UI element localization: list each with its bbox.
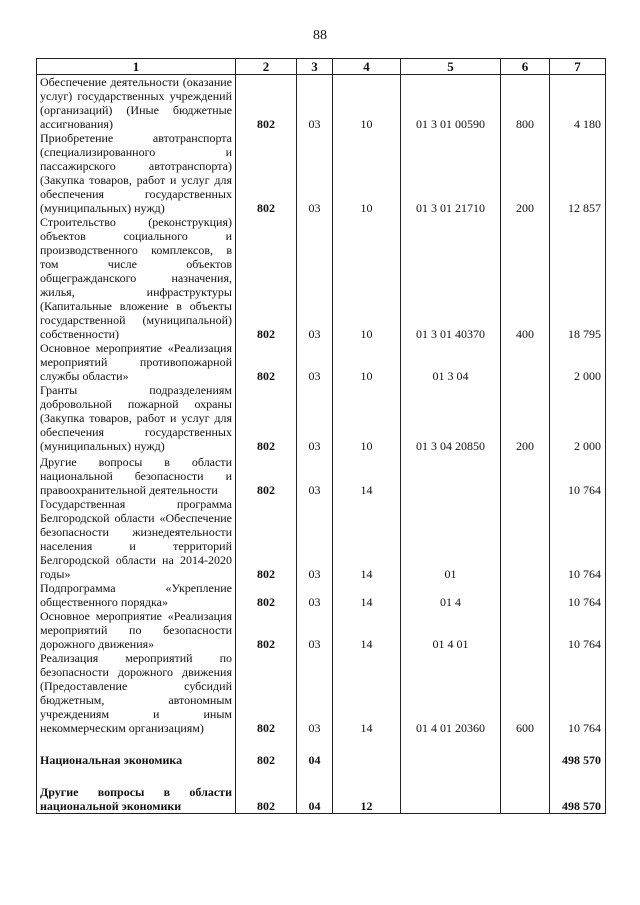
row-name: Национальная экономика (37, 753, 236, 767)
row-section: 03 (297, 609, 333, 651)
row-amount: 10 764 (550, 609, 606, 651)
row-expense-type (501, 609, 550, 651)
row-ministry-code: 802 (236, 753, 297, 767)
row-target-article: 01 (401, 497, 501, 581)
row-subsection: 14 (333, 455, 401, 497)
table-row (37, 383, 606, 453)
row-section: 03 (297, 341, 333, 383)
table-row (37, 215, 606, 341)
row-name: Основное мероприятие «Реализация мероприятий противопожарной службы области» (37, 341, 236, 383)
row-subsection: 14 (333, 609, 401, 651)
row-subsection: 10 (333, 383, 401, 453)
header-col-2: 2 (236, 59, 297, 75)
row-subsection: 12 (333, 785, 401, 814)
table-row (37, 75, 606, 132)
row-name: Гранты подразделениям добровольной пожарной охраны (Закупка товаров, работ и услуг для обеспечения государственных (муниципальных) нужд) (37, 383, 236, 453)
page-number: 88 (313, 28, 327, 43)
table-row (37, 609, 606, 651)
table-row (37, 341, 606, 383)
row-target-article: 01 3 01 40370 (401, 215, 501, 341)
row-target-article: 01 3 04 (401, 341, 501, 383)
table-row (37, 581, 606, 609)
row-name: Приобретение автотранспорта (специализированного и пассажирского автотранспорта) (Закупка товаров, работ и услуг для обеспечения государственных (муниципальных) нужд) (37, 131, 236, 215)
row-amount: 18 795 (550, 215, 606, 341)
row-ministry-code: 802 (236, 341, 297, 383)
row-amount: 10 764 (550, 581, 606, 609)
row-ministry-code: 802 (236, 75, 297, 132)
row-name: Обеспечение деятельности (оказание услуг) государственных учреждений (организаций) (Иные бюджетные ассигнования) (37, 75, 236, 132)
row-subsection: 14 (333, 581, 401, 609)
row-amount: 10 764 (550, 455, 606, 497)
row-expense-type: 600 (501, 651, 550, 735)
row-expense-type (501, 785, 550, 814)
row-name: Реализация мероприятий по безопасности дорожного движения (Предоставление субсидий бюджетным, автономным учреждениям и иным некоммерческим организациям) (37, 651, 236, 735)
row-section: 03 (297, 455, 333, 497)
row-expense-type (501, 455, 550, 497)
header-col-1: 1 (37, 59, 236, 75)
row-target-article (401, 753, 501, 767)
spacer-cell (333, 735, 401, 753)
table-row (37, 131, 606, 215)
row-name: Другие вопросы в области национальной экономики (37, 785, 236, 814)
row-name: Государственная программа Белгородской области «Обеспечение безопасности жизнедеятельности населения и территорий Белгородской области на 2014-2020 годы» (37, 497, 236, 581)
row-section: 04 (297, 753, 333, 767)
row-target-article (401, 455, 501, 497)
row-amount: 12 857 (550, 131, 606, 215)
spacer-cell (236, 735, 297, 753)
row-spacer (37, 767, 606, 785)
table-row (37, 753, 606, 767)
row-name: Другие вопросы в области национальной безопасности и правоохранительной деятельности (37, 455, 236, 497)
row-subsection: 10 (333, 75, 401, 132)
row-section: 03 (297, 383, 333, 453)
row-expense-type (501, 753, 550, 767)
row-subsection: 10 (333, 131, 401, 215)
row-ministry-code: 802 (236, 651, 297, 735)
row-subsection: 10 (333, 341, 401, 383)
row-ministry-code: 802 (236, 785, 297, 814)
row-ministry-code: 802 (236, 497, 297, 581)
row-target-article (401, 785, 501, 814)
spacer-cell (401, 735, 501, 753)
row-expense-type: 800 (501, 75, 550, 132)
row-amount: 498 570 (550, 785, 606, 814)
spacer-cell (37, 735, 236, 753)
row-section: 03 (297, 581, 333, 609)
row-amount: 10 764 (550, 651, 606, 735)
header-col-3: 3 (297, 59, 333, 75)
row-amount: 10 764 (550, 497, 606, 581)
header-col-4: 4 (333, 59, 401, 75)
row-expense-type (501, 581, 550, 609)
row-expense-type: 400 (501, 215, 550, 341)
spacer-cell (550, 735, 606, 753)
row-amount: 2 000 (550, 383, 606, 453)
row-name: Подпрограмма «Укрепление общественного порядка» (37, 581, 236, 609)
row-amount: 4 180 (550, 75, 606, 132)
row-ministry-code: 802 (236, 383, 297, 453)
row-name: Основное мероприятие «Реализация мероприятий по безопасности дорожного движения» (37, 609, 236, 651)
row-subsection (333, 753, 401, 767)
row-ministry-code: 802 (236, 215, 297, 341)
row-ministry-code: 802 (236, 455, 297, 497)
row-spacer (37, 735, 606, 753)
row-section: 03 (297, 215, 333, 341)
table-body (37, 75, 606, 814)
header-col-6: 6 (501, 59, 550, 75)
spacer-cell (550, 767, 606, 785)
table-row (37, 497, 606, 581)
row-target-article: 01 4 (401, 581, 501, 609)
budget-table (36, 58, 606, 814)
header-col-5: 5 (401, 59, 501, 75)
row-ministry-code: 802 (236, 581, 297, 609)
table-row (37, 455, 606, 497)
spacer-cell (501, 735, 550, 753)
spacer-cell (297, 735, 333, 753)
row-target-article: 01 3 01 00590 (401, 75, 501, 132)
spacer-cell (236, 767, 297, 785)
spacer-cell (501, 767, 550, 785)
row-section: 03 (297, 75, 333, 132)
row-subsection: 14 (333, 497, 401, 581)
row-section: 03 (297, 497, 333, 581)
row-expense-type (501, 497, 550, 581)
row-section: 03 (297, 651, 333, 735)
row-target-article: 01 3 01 21710 (401, 131, 501, 215)
spacer-cell (333, 767, 401, 785)
row-ministry-code: 802 (236, 609, 297, 651)
table-header-row (37, 59, 606, 75)
row-name: Строительство (реконструкция) объектов социального и производственного комплексов, в том числе объектов общегражданского назначения, жилья, инфраструктуры (Капитальные вложение в объекты государственной (муниципальной) собственности) (37, 215, 236, 341)
table-row (37, 651, 606, 735)
row-target-article: 01 4 01 20360 (401, 651, 501, 735)
row-expense-type: 200 (501, 131, 550, 215)
row-expense-type: 200 (501, 383, 550, 453)
spacer-cell (401, 767, 501, 785)
row-amount: 2 000 (550, 341, 606, 383)
row-subsection: 14 (333, 651, 401, 735)
row-subsection: 10 (333, 215, 401, 341)
table-row (37, 785, 606, 814)
header-col-7: 7 (550, 59, 606, 75)
row-section: 04 (297, 785, 333, 814)
spacer-cell (297, 767, 333, 785)
row-section: 03 (297, 131, 333, 215)
row-ministry-code: 802 (236, 131, 297, 215)
row-target-article: 01 3 04 20850 (401, 383, 501, 453)
spacer-cell (37, 767, 236, 785)
row-target-article: 01 4 01 (401, 609, 501, 651)
row-amount: 498 570 (550, 753, 606, 767)
row-expense-type (501, 341, 550, 383)
